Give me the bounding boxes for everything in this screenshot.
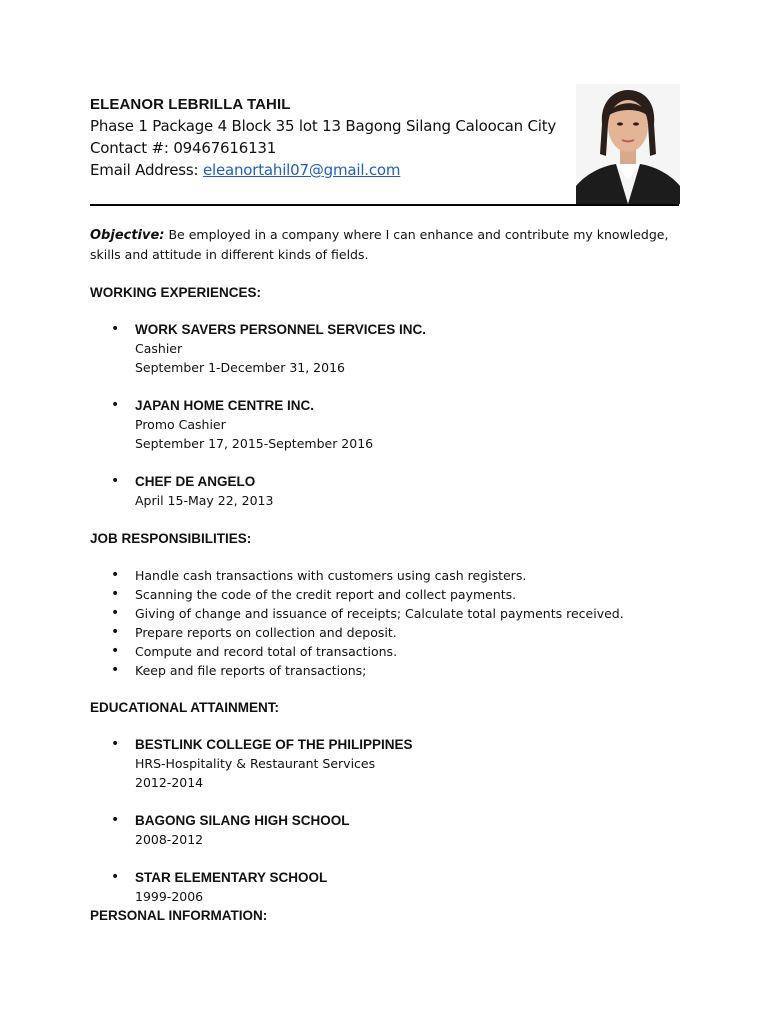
course: HRS-Hospitality & Restaurant Services [135, 756, 376, 771]
work-company: • WORK SAVERS PERSONNEL SERVICES INC. [135, 322, 427, 337]
school-years: 2008-2012 [135, 832, 204, 847]
email-label: Email Address: [90, 161, 203, 179]
personal-section-title: PERSONAL INFORMATION: [90, 908, 268, 923]
responsibilities-list [90, 566, 690, 680]
work-company: • JAPAN HOME CENTRE INC. [135, 398, 315, 413]
school-name: • BESTLINK COLLEGE OF THE PHILIPPINES [135, 737, 413, 752]
responsibility-item: • Compute and record total of transactions. [90, 642, 690, 661]
resume-header [90, 95, 570, 181]
work-experience-list [90, 320, 690, 510]
responsibility-item: • Giving of change and issuance of receipts; Calculate total payments received. [90, 604, 690, 623]
resume-body [90, 225, 690, 943]
education-entry [90, 811, 690, 849]
header-divider [90, 204, 679, 206]
school-name: • BAGONG SILANG HIGH SCHOOL [135, 813, 350, 828]
address: Phase 1 Package 4 Block 35 lot 13 Bagong Silang Caloocan City [90, 117, 557, 135]
education-entry [90, 868, 690, 906]
profile-photo [576, 84, 680, 204]
work-role: Cashier [135, 341, 183, 356]
objective-label: Objective: [90, 228, 165, 243]
education-section-title: EDUCATIONAL ATTAINMENT: [90, 700, 279, 715]
responsibility-item: • Handle cash transactions with customers using cash registers. [90, 566, 690, 585]
school-years: 1999-2006 [135, 889, 204, 904]
applicant-name: ELEANOR LEBRILLA TAHIL [90, 96, 291, 113]
work-dates: September 1-December 31, 2016 [135, 360, 345, 375]
work-section-title: WORKING EXPERIENCES: [90, 285, 262, 300]
responsibility-item: • Prepare reports on collection and deposit. [90, 623, 690, 642]
responsibility-item: • Scanning the code of the credit report and collect payments. [90, 585, 690, 604]
email-link[interactable]: eleanortahil07@gmail.com [202, 161, 401, 179]
work-dates: April 15-May 22, 2013 [135, 493, 274, 508]
education-list [90, 735, 690, 906]
school-years: 2012-2014 [135, 775, 204, 790]
work-company: • CHEF DE ANGELO [135, 474, 256, 489]
work-entry [90, 320, 690, 377]
objective-text: Be employed in a company where I can enhance and contribute my knowledge, skills and attitude in different kinds of fields. [90, 227, 669, 262]
work-role: Promo Cashier [135, 417, 226, 432]
objective [90, 225, 690, 264]
work-dates: September 17, 2015-September 2016 [135, 436, 374, 451]
school-name: • STAR ELEMENTARY SCHOOL [135, 870, 328, 885]
profile-photo-image [576, 84, 680, 204]
work-entry [90, 396, 690, 453]
responsibilities-section-title: JOB RESPONSIBILITIES: [90, 531, 252, 546]
work-entry [90, 472, 690, 510]
responsibility-item: • Keep and file reports of transactions; [90, 661, 690, 680]
contact-number: Contact #: 09467616131 [90, 139, 277, 157]
email-line [90, 159, 570, 181]
education-entry [90, 735, 690, 792]
